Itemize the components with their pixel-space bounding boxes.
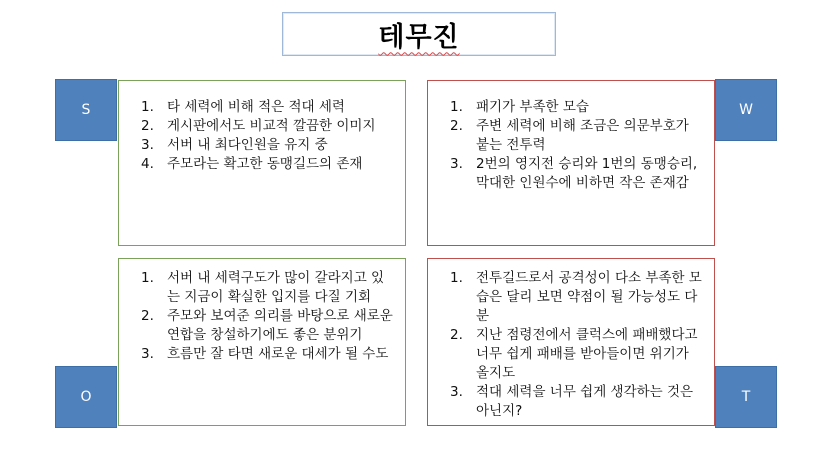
item-text: 타 세력에 비해 적은 적대 세력 xyxy=(167,99,345,115)
strength-item xyxy=(141,155,393,174)
item-text: 주모라는 확고한 동맹길드의 존재 xyxy=(167,156,363,172)
strengths-box xyxy=(118,80,406,246)
item-text: 지난 점령전에서 클럭스에 패배했다고 너무 쉽게 패배를 받아들이면 위기가 올지도 xyxy=(476,327,698,381)
threat-item xyxy=(450,269,702,326)
item-number: 3. xyxy=(450,384,463,400)
threat-item xyxy=(450,326,702,383)
item-text: 흐름만 잘 타면 새로운 대세가 될 수도 xyxy=(167,346,389,362)
badge-o: O xyxy=(55,366,117,428)
badge-w: W xyxy=(715,79,777,141)
item-text: 게시판에서도 비교적 깔끔한 이미지 xyxy=(167,118,376,134)
item-number: 2. xyxy=(450,327,463,343)
opportunities-box xyxy=(118,258,406,426)
threats-list xyxy=(450,269,702,421)
item-text: 서버 내 세력구도가 많이 갈라지고 있는 지금이 확실한 입지를 다질 기회 xyxy=(167,270,385,305)
item-text: 2번의 영지전 승리와 1번의 동맹승리, 막대한 인원수에 비하면 작은 존재감 xyxy=(476,156,698,191)
strength-item xyxy=(141,136,393,155)
item-number: 3. xyxy=(141,346,154,362)
item-text: 패기가 부족한 모습 xyxy=(476,99,589,115)
item-number: 3. xyxy=(450,156,463,172)
diagram-title: 테무진 xyxy=(378,21,460,53)
weakness-item xyxy=(450,98,702,117)
strengths-list xyxy=(141,98,393,174)
strength-item xyxy=(141,98,393,117)
weaknesses-box xyxy=(427,80,715,246)
item-text: 주변 세력에 비해 조금은 의문부호가 붙는 전투력 xyxy=(476,118,689,153)
opportunity-item xyxy=(141,307,393,345)
item-number: 3. xyxy=(141,137,154,153)
item-number: 2. xyxy=(141,118,154,134)
weaknesses-list xyxy=(450,98,702,193)
weakness-item xyxy=(450,117,702,155)
weakness-item xyxy=(450,155,702,193)
item-number: 1. xyxy=(141,270,154,286)
threat-item xyxy=(450,383,702,421)
threats-box xyxy=(427,258,715,426)
item-number: 2. xyxy=(141,308,154,324)
strength-item xyxy=(141,117,393,136)
item-number: 1. xyxy=(141,99,154,115)
title-box xyxy=(282,12,556,56)
item-text: 서버 내 최다인원을 유지 중 xyxy=(167,137,328,153)
item-number: 4. xyxy=(141,156,154,172)
item-number: 2. xyxy=(450,118,463,134)
item-text: 전투길드로서 공격성이 다소 부족한 모습은 달리 보면 약점이 될 가능성도 다분 xyxy=(476,270,702,324)
opportunities-list xyxy=(141,269,393,364)
item-number: 1. xyxy=(450,270,463,286)
badge-s: S xyxy=(55,79,117,141)
item-number: 1. xyxy=(450,99,463,115)
item-text: 적대 세력을 너무 쉽게 생각하는 것은 아닌지? xyxy=(476,384,694,419)
opportunity-item xyxy=(141,269,393,307)
item-text: 주모와 보여준 의리를 바탕으로 새로운 연합을 창설하기에도 좋은 분위기 xyxy=(167,308,393,343)
opportunity-item xyxy=(141,345,393,364)
badge-t: T xyxy=(715,366,777,428)
